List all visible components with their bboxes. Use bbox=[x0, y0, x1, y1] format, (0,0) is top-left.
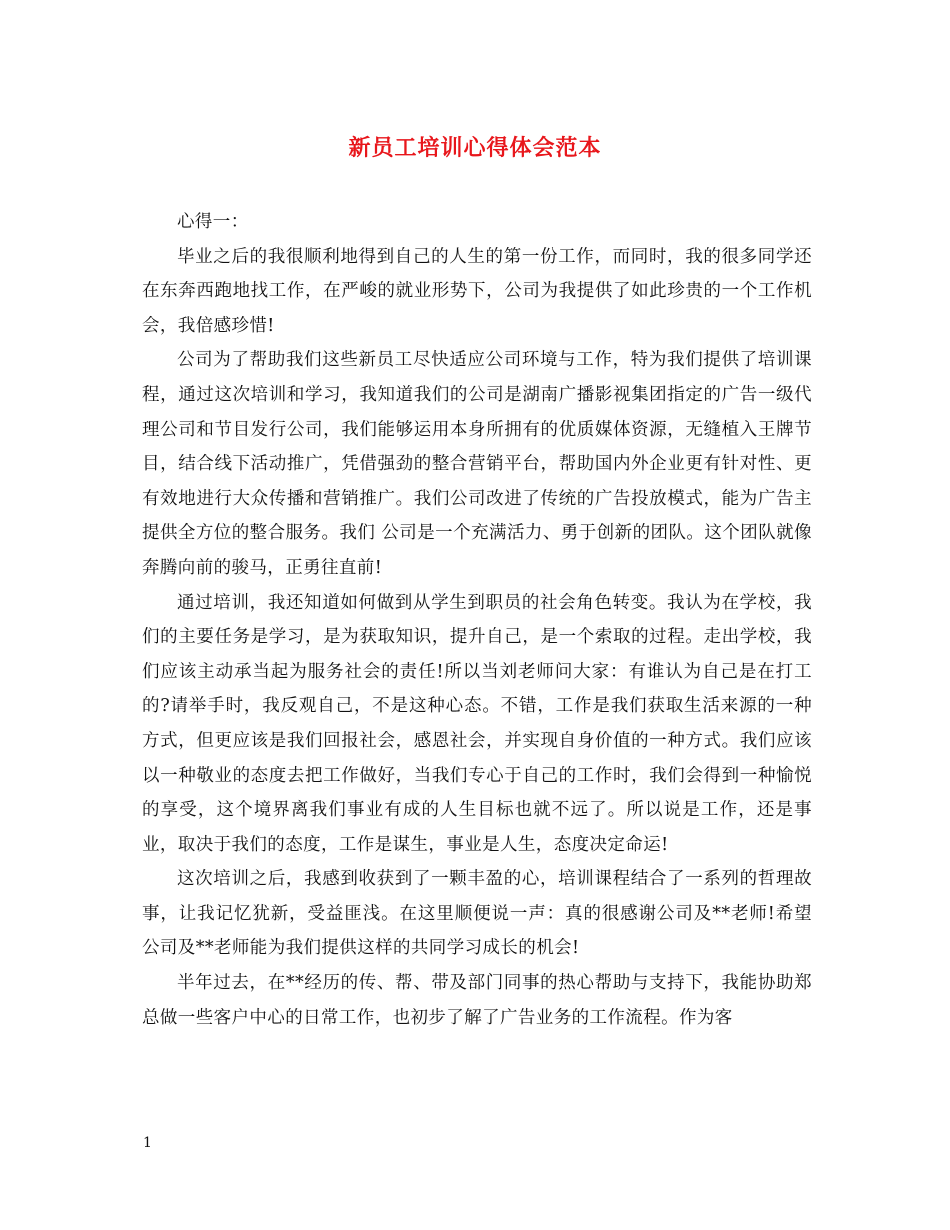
body-paragraph: 毕业之后的我很顺利地得到自己的人生的第一份工作，而同时，我的很多同学还在东奔西跑地找工作，在严峻的就业形势下，公司为我提供了如此珍贵的一个工作机会，我倍感珍惜! bbox=[142, 246, 812, 336]
body-paragraph: 这次培训之后，我感到收获到了一颗丰盈的心，培训课程结合了一系列的哲理故事，让我记忆犹新，受益匪浅。在这里顺便说一声：真的很感谢公司及**老师!希望公司及**老师能为我们提供这样的共同学习成长的机会! bbox=[142, 869, 812, 959]
document-title: 新员工培训心得体会范本 bbox=[348, 135, 602, 161]
body-paragraph: 半年过去，在**经历的传、帮、带及部门同事的热心帮助与支持下，我能协助郑总做一些客户中心的日常工作，也初步了解了广告业务的工作流程。作为客 bbox=[142, 973, 812, 1028]
document-body bbox=[142, 205, 812, 1035]
body-paragraph: 公司为了帮助我们这些新员工尽快适应公司环境与工作，特为我们提供了培训课程，通过这次培训和学习，我知道我们的公司是湖南广播影视集团指定的广告一级代理公司和节目发行公司，我们能够运用本身所拥有的优质媒体资源，无缝植入王牌节目，结合线下活动推广，凭借强劲的整合营销平台，帮助国内外企业更有针对性、更有效地进行大众传播和营销推广。我们公司改进了传统的广告投放模式，能为广告主提供全方位的整合服务。我们 公司是一个充满活力、勇于创新的团队。这个团队就像奔腾向前的骏马，正勇往直前! bbox=[142, 350, 812, 578]
page-number: 1 bbox=[143, 1135, 152, 1151]
body-paragraph: 通过培训，我还知道如何做到从学生到职员的社会角色转变。我认为在学校，我们的主要任务是学习，是为获取知识，提升自己，是一个索取的过程。走出学校，我们应该主动承当起为服务社会的责任!所以当刘老师问大家：有谁认为自己是在打工的?请举手时，我反观自己，不是这种心态。不错，工作是我们获取生活来源的一种方式，但更应该是我们回报社会，感恩社会，并实现自身价值的一种方式。我们应该以一种敬业的态度去把工作做好，当我们专心于自己的工作时，我们会得到一种愉悦的享受，这个境界离我们事业有成的人生目标也就不远了。所以说是工作，还是事业，取决于我们的态度，工作是谋生，事业是人生，态度决定命运! bbox=[142, 592, 812, 855]
section-heading: 心得一： bbox=[177, 212, 249, 232]
